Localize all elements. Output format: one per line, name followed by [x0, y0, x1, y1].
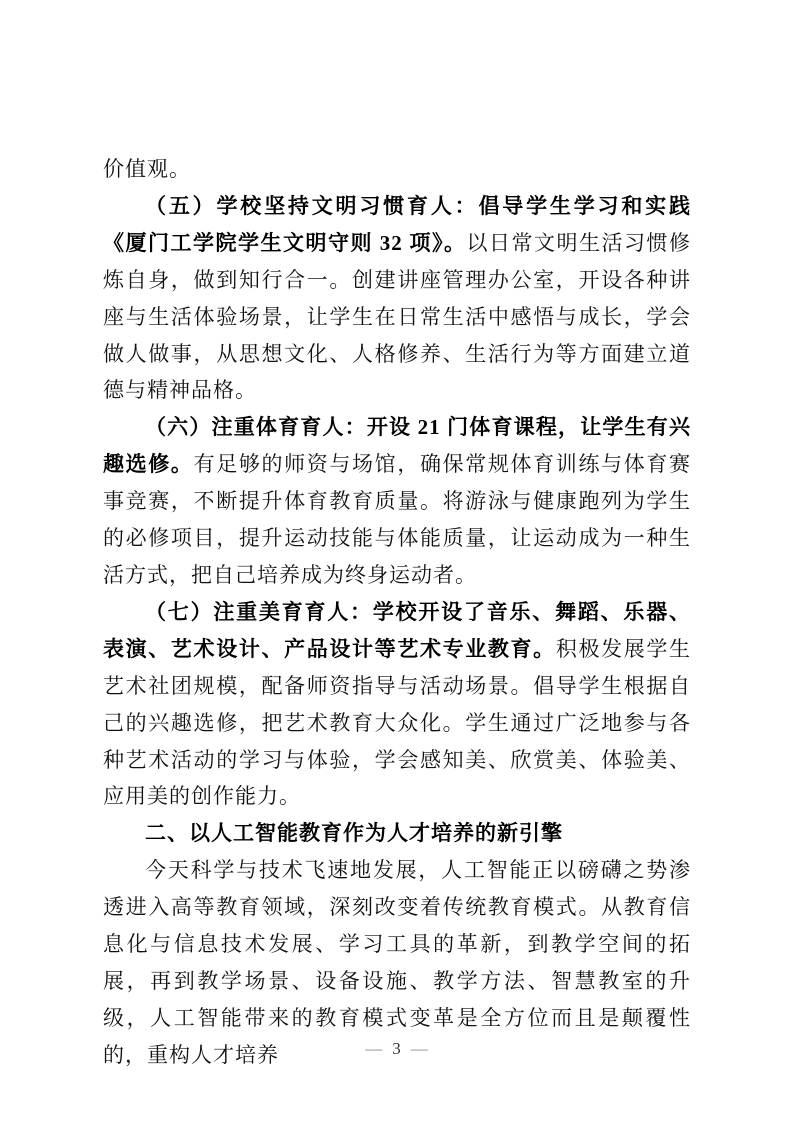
footer-right-dash: — — [410, 1039, 428, 1058]
para-section-6-sports-education — [103, 409, 691, 594]
text-segment: 今天科学与技术飞速地发展，人工智能正以磅礴之势渗透进入高等教育领域，深刻改变着传统教育模式。从教育信息化与信息技术发展、学习工具的革新，到教学空间的拓展，再到教学场景、设备设施、教学方法、智慧教室的升级，人工智能带来的教育模式变革是全方位而且是颠覆性的，重构人才培养 — [103, 858, 691, 1067]
footer-left-dash: — — [365, 1039, 383, 1058]
text-segment: 以日常文明生活习惯修炼自身，做到知行合一。创建讲座管理办公室，开设各种讲座与生活体验场景，让学生在日常生活中感悟与成长，学会做人做事，从思想文化、人格修养、生活行为等方面建立道德与精神品格。 — [103, 230, 691, 403]
para-values-continuation — [103, 151, 691, 188]
heading-section-2-ai-education — [103, 815, 691, 852]
document-body — [103, 151, 691, 1074]
text-segment: （五）学校坚持文明习惯育人：倡导学生学习和实践《厦门工学院学生文明守则 32 项》。 — [103, 193, 691, 255]
text-segment: 积极发展学生艺术社团规模，配备师资指导与活动场景。倡导学生根据自己的兴趣选修，把艺术教育大众化。学生通过广泛地参与各种艺术活动的学习与体验，学会感知美、欣赏美、体验美、应用美的创作能力。 — [103, 636, 692, 809]
text-segment: （六）注重体育育人：开设 21 门体育课程，让学生有兴趣选修。 — [103, 415, 691, 477]
para-section-5-civility-education — [103, 188, 691, 409]
text-segment: 二、以人工智能教育作为人才培养的新引擎 — [145, 821, 563, 846]
text-segment: 有足够的师资与场馆，确保常规体育训练与体育赛事竞赛，不断提升体育教育质量。将游泳与健康跑列为学生的必修项目，提升运动技能与体能质量，让运动成为一种生活方式，把自己培养成为终身运动者。 — [103, 452, 692, 587]
text-segment: 价值观。 — [103, 157, 191, 181]
para-section-7-aesthetic-education — [103, 594, 691, 815]
page-footer — [0, 1036, 793, 1062]
page-number: 3 — [392, 1039, 401, 1058]
text-segment: （七）注重美育育人：学校开设了音乐、舞蹈、乐器、表演、艺术设计、产品设计等艺术专业教育。 — [103, 599, 691, 661]
